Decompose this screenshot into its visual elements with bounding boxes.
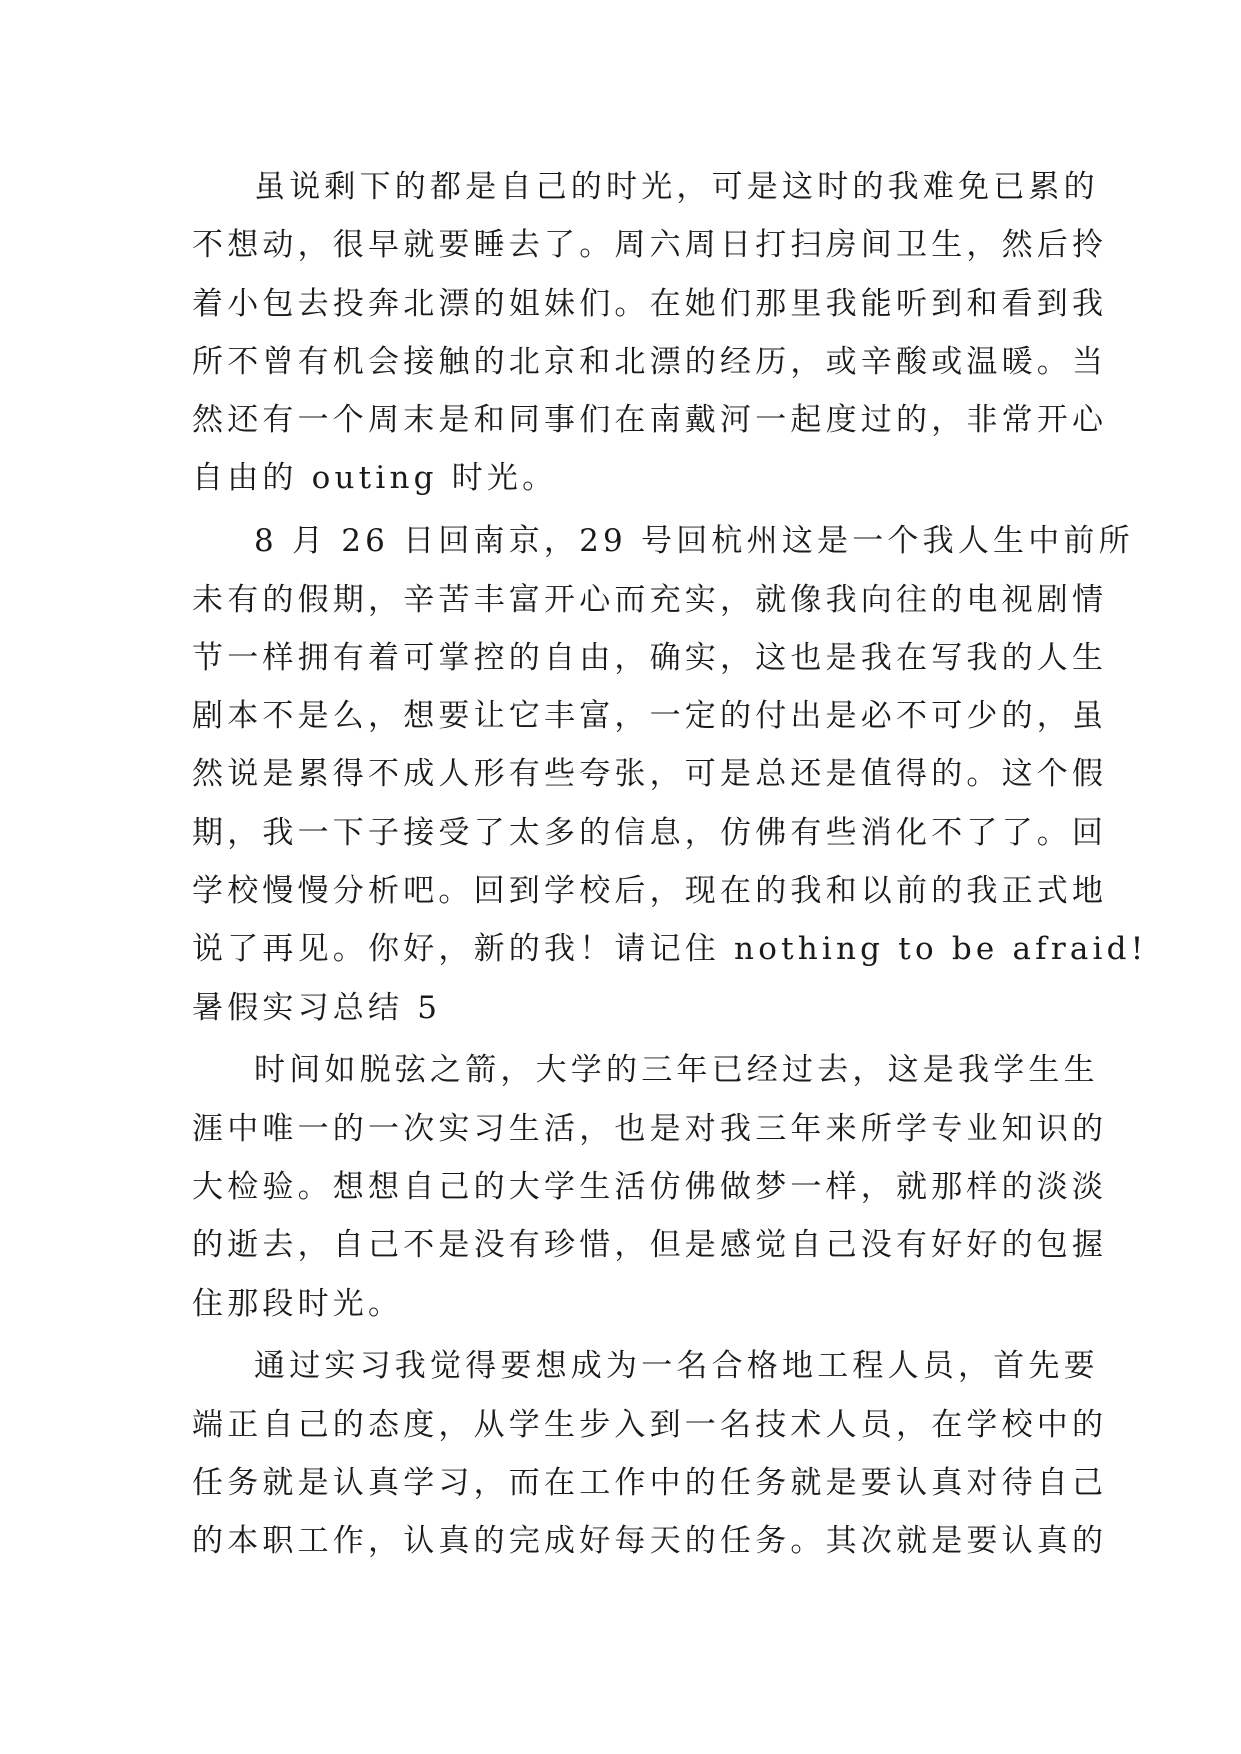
text-line: 住那段时光。	[192, 1285, 404, 1322]
text-line: 然说是累得不成人形有些夸张，可是总还是值得的。这个假	[192, 756, 1108, 793]
text-line: 说了再见。你好，新的我！请记住 nothing to be afraid!	[192, 931, 1148, 968]
text-line: 着小包去投奔北漂的姐妹们。在她们那里我能听到和看到我	[192, 285, 1108, 322]
text-line: 端正自己的态度，从学生步入到一名技术人员，在学校中的	[192, 1406, 1108, 1443]
text-line: 任务就是认真学习，而在工作中的任务就是要认真对待自己	[192, 1465, 1108, 1502]
text-line: 剧本不是么，想要让它丰富，一定的付出是必不可少的，虽	[192, 698, 1108, 735]
text-line: 未有的假期，辛苦丰富开心而充实，就像我向往的电视剧情	[192, 581, 1108, 618]
paragraph	[192, 512, 1148, 978]
text-line: 的逝去，自己不是没有珍惜，但是感觉自己没有好好的包握	[192, 1227, 1108, 1264]
text-line: 节一样拥有着可掌控的自由，确实，这也是我在写我的人生	[192, 639, 1108, 676]
text-line: 自由的 outing 时光。	[192, 460, 558, 497]
paragraph	[192, 1041, 1108, 1332]
text-line: 时间如脱弦之箭，大学的三年已经过去，这是我学生生	[254, 1052, 1099, 1089]
paragraph	[192, 1337, 1108, 1570]
text-line: 的本职工作，认真的完成好每天的任务。其次就是要认真的	[192, 1523, 1108, 1560]
text-line: 学校慢慢分析吧。回到学校后，现在的我和以前的我正式地	[192, 873, 1108, 910]
text-line: 虽说剩下的都是自己的时光，可是这时的我难免已累的	[254, 169, 1099, 205]
document-body	[192, 158, 1148, 1571]
text-line: 然还有一个周末是和同事们在南戴河一起度过的，非常开心	[192, 402, 1108, 439]
text-line: 所不曾有机会接触的北京和北漂的经历，或辛酸或温暖。当	[192, 343, 1108, 380]
text-line: 8 月 26 日回南京，29 号回杭州这是一个我人生中前所	[254, 523, 1134, 560]
section-heading: 暑假实习总结 5	[192, 989, 442, 1026]
text-line: 大检验。想想自己的大学生活仿佛做梦一样，就那样的淡淡	[192, 1169, 1108, 1206]
text-line: 不想动，很早就要睡去了。周六周日打扫房间卫生，然后拎	[192, 227, 1108, 264]
text-line: 涯中唯一的一次实习生活，也是对我三年来所学专业知识的	[192, 1110, 1108, 1147]
text-line: 通过实习我觉得要想成为一名合格地工程人员，首先要	[254, 1348, 1099, 1385]
text-line: 期，我一下子接受了太多的信息，仿佛有些消化不了了。回	[192, 814, 1108, 851]
paragraph	[192, 158, 1108, 508]
